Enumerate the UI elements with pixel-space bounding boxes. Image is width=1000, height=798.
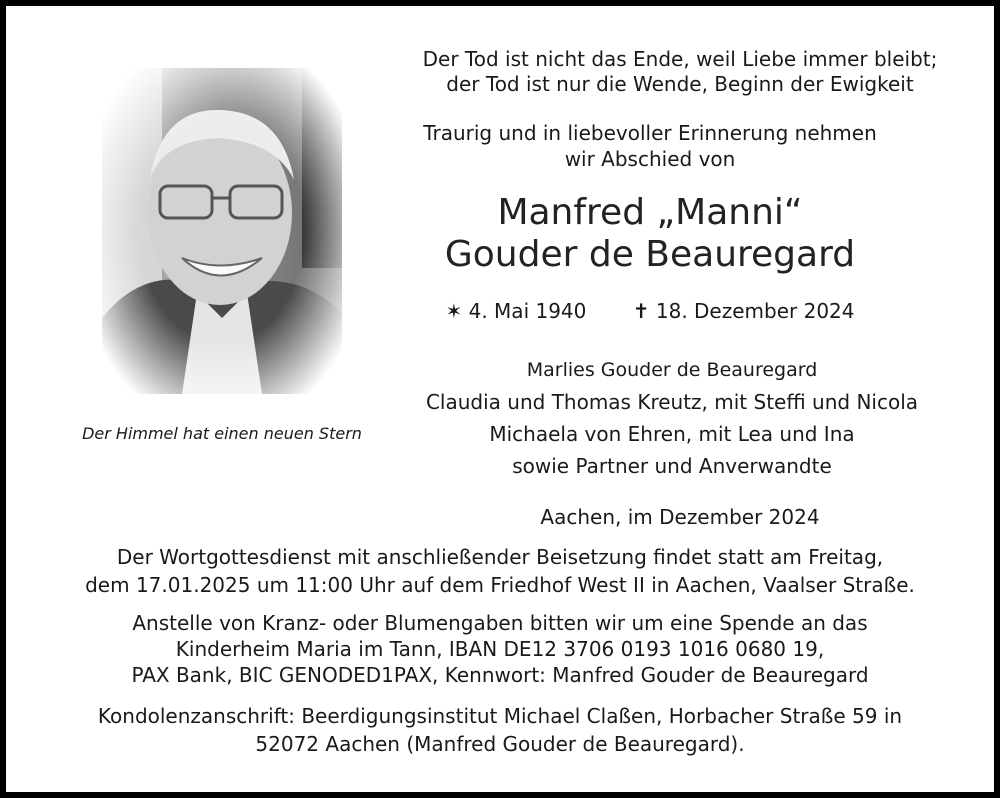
donation-line: Kinderheim Maria im Tann, IBAN DE12 3706 0193 1016 0680 19, [175, 637, 825, 661]
place-date: Aachen, im Dezember 2024 [540, 505, 820, 529]
service-line: dem 17.01.2025 um 11:00 Uhr auf dem Friedhof West II in Aachen, Vaalser Straße. [85, 573, 915, 597]
name-line: Gouder de Beauregard [444, 234, 856, 275]
service-line: Der Wortgottesdienst mit anschließender Beisetzung findet statt am Freitag, [116, 545, 884, 569]
address-line: Kondolenzanschrift: Beerdigungsinstitut Michael Claßen, Horbacher Straße 59 in [97, 704, 903, 728]
motto-verse [386, 47, 974, 97]
condolence-address [6, 702, 994, 758]
motto-line: Der Tod ist nicht das Ende, weil Liebe immer bleibt; [422, 47, 938, 71]
intro-line: Traurig und in liebevoller Erinnerung nehmen [423, 121, 877, 145]
death-date: ✝ 18. Dezember 2024 [632, 299, 855, 323]
mourner: sowie Partner und Anverwandte [512, 454, 832, 478]
mourners-list [378, 354, 966, 482]
mourner: Michaela von Ehren, mit Lea und Ina [489, 422, 855, 446]
mourner: Marlies Gouder de Beauregard [526, 359, 818, 381]
motto-line: der Tod ist nur die Wende, Beginn der Ewigkeit [446, 72, 914, 96]
intro-text [356, 120, 944, 172]
address-line: 52072 Aachen (Manfred Gouder de Beauregard). [255, 732, 745, 756]
donation-info [6, 610, 994, 688]
portrait-photo [102, 68, 342, 394]
photo-caption: Der Himmel hat einen neuen Stern [82, 424, 362, 443]
intro-line: wir Abschied von [564, 147, 736, 171]
name-line: Manfred „Manni“ [497, 192, 803, 233]
life-dates [356, 299, 944, 323]
donation-line: Anstelle von Kranz- oder Blumengaben bitten wir um eine Spende an das [132, 611, 868, 635]
service-info [6, 543, 994, 599]
mourner: Claudia und Thomas Kreutz, mit Steffi und Nicola [425, 390, 919, 414]
birth-date: ✶ 4. Mai 1940 [445, 299, 587, 323]
obituary-notice [6, 6, 994, 792]
deceased-name [356, 192, 944, 276]
donation-line: PAX Bank, BIC GENODED1PAX, Kennwort: Manfred Gouder de Beauregard [131, 663, 869, 687]
